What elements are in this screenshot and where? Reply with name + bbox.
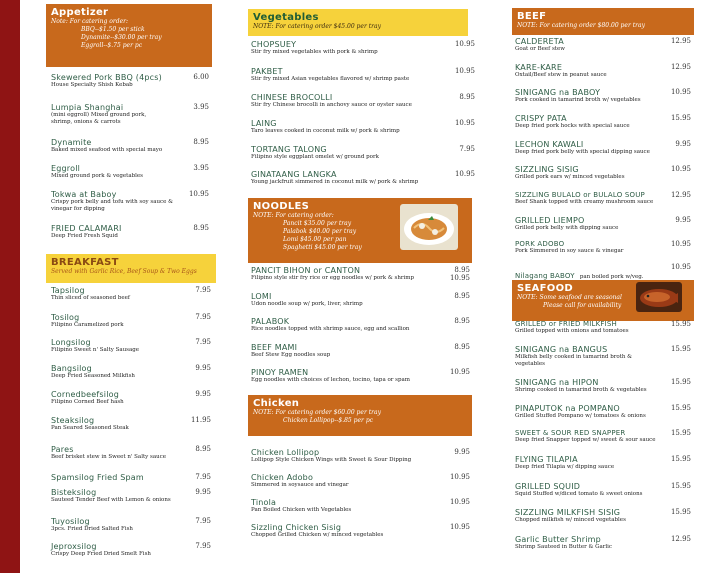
item-price: 9.95 <box>675 140 691 148</box>
menu-item <box>515 320 691 335</box>
item-price: 15.95 <box>670 320 691 328</box>
breakfast-header <box>46 254 216 283</box>
item-price: 7.95 <box>459 145 475 153</box>
item-name: LOMI <box>251 292 272 301</box>
item-price: 15.95 <box>670 345 691 353</box>
item-price: 15.95 <box>670 508 691 516</box>
menu-item <box>515 404 691 420</box>
menu-item <box>251 343 470 359</box>
item-name: Nilagang BABOY <box>515 272 575 280</box>
menu-item <box>51 138 209 154</box>
menu-left-border <box>0 0 20 573</box>
item-name: LAING <box>251 119 277 128</box>
menu-item <box>51 416 211 432</box>
item-name: Pares <box>51 445 74 454</box>
menu-item <box>51 286 211 302</box>
menu-item <box>515 535 691 551</box>
menu-item <box>515 378 691 394</box>
item-desc: Mixed ground pork & vegetables <box>51 173 144 179</box>
item-desc: Beef Shank topped with creamy mushroom sauce <box>515 199 654 205</box>
menu-item <box>51 224 209 240</box>
item-desc: Crispy pork belly and tofu with soy sauce & vinegar for dipping <box>51 199 174 212</box>
item-name: Skewered Pork BBQ (4pcs) <box>51 73 162 82</box>
menu-item <box>515 191 691 206</box>
item-name: CRISPY PATA <box>515 114 567 123</box>
item-price: 7.95 <box>195 473 211 481</box>
menu-item <box>515 88 691 104</box>
item-price: 8.95 <box>195 445 211 453</box>
item-price: 12.95 <box>670 191 691 199</box>
item-price: 10.95 <box>670 240 691 248</box>
item-price: 10.95 <box>449 274 470 282</box>
item-name: Longsilog <box>51 338 91 347</box>
item-price: 9.95 <box>195 488 211 496</box>
item-price: 9.95 <box>454 448 470 456</box>
menu-item <box>51 338 211 354</box>
breakfast-title: BREAKFAST <box>51 257 119 268</box>
item-name: Steaksilog <box>51 416 95 425</box>
item-name: Tinola <box>251 498 277 507</box>
menu-item <box>251 368 470 384</box>
item-name: SIZZLING MILKFISH SISIG <box>515 508 621 517</box>
item-price: 8.95 <box>193 224 209 232</box>
item-price: 7.95 <box>195 286 211 294</box>
item-name: TORTANG TALONG <box>251 145 327 154</box>
item-desc: Filipino Caramelized pork <box>51 322 124 328</box>
item-price: 10.95 <box>449 498 470 506</box>
item-desc: Squid Stuffed w/diced tomato & sweet onions <box>515 491 643 497</box>
vegetables-header <box>248 9 468 36</box>
menu-item <box>251 473 470 489</box>
noodles-note-line: Palabok $40.00 per tray <box>283 228 357 235</box>
item-name: Chicken Lollipop <box>251 448 320 457</box>
item-name: Dynamite <box>51 138 92 147</box>
menu-item <box>51 542 211 558</box>
item-price: 9.95 <box>195 390 211 398</box>
noodles-note-line: Spaghetti $45.00 per tray <box>283 244 362 251</box>
menu-item <box>51 517 211 533</box>
item-name: SINIGANG na HIPON <box>515 378 599 387</box>
item-desc: Oxtail/Beef stew in peanut sauce <box>515 72 607 78</box>
seafood-title: SEAFOOD <box>517 283 574 294</box>
menu-item <box>251 292 470 308</box>
item-name: Eggroll <box>51 164 81 173</box>
item-name: PALABOK <box>251 317 290 326</box>
menu-item <box>251 40 475 56</box>
item-desc: Grilled pork ears w/ minced vegetables <box>515 174 625 180</box>
item-name: PORK ADOBO <box>515 240 565 248</box>
item-price: 15.95 <box>670 114 691 122</box>
item-price: 3.95 <box>193 103 209 111</box>
noodles-title: NOODLES <box>253 201 310 212</box>
item-name: Chicken Adobo <box>251 473 314 482</box>
breakfast-subtitle: Served with Garlic Rice, Beef Soup & Two Eggs <box>51 268 197 275</box>
item-price: 6.00 <box>193 73 209 81</box>
menu-item <box>51 73 209 89</box>
item-desc: House Specialty Shish Kebab <box>51 82 133 88</box>
menu-item <box>251 317 470 333</box>
item-price: 10.95 <box>454 40 475 48</box>
seafood-photo <box>636 282 682 312</box>
item-desc: Beef brisket stew in Sweet n' Salty sauce <box>51 454 167 460</box>
menu-item <box>251 266 470 282</box>
menu-item <box>515 63 691 79</box>
appetizer-note-line: Eggroll--$.75 per pc <box>81 42 143 49</box>
item-desc: Deep fried pork belly with special dipping sauce <box>515 149 650 155</box>
item-price: 15.95 <box>670 455 691 463</box>
item-name: Lumpia Shanghai <box>51 103 124 112</box>
menu-item <box>515 240 691 255</box>
item-desc: Shrimp Sauteed in Butter & Garlic <box>515 544 612 550</box>
item-desc: Filipino Corned Beef hash <box>51 399 124 405</box>
menu-item <box>51 488 211 504</box>
appetizer-title: Appetizer <box>51 7 109 18</box>
item-price: 10.95 <box>454 170 475 178</box>
item-name: FRIED CALAMARI <box>51 224 122 233</box>
item-price: 10.95 <box>670 88 691 96</box>
item-desc: (mini eggroll) Mixed ground pork, shrimp, onions & carrots <box>51 112 147 125</box>
item-name: KARE-KARE <box>515 63 563 72</box>
item-desc: Stir fry mixed Asian vegetables flavored w/ shrimp paste <box>251 76 410 82</box>
item-price: 12.95 <box>670 37 691 45</box>
menu-item <box>515 140 691 156</box>
menu-item <box>515 345 691 368</box>
item-price: 10.95 <box>670 263 691 271</box>
item-desc: Lollipop Style Chicken Wings with Sweet & Sour Dipping <box>251 457 412 463</box>
item-name: Tuyosilog <box>51 517 90 526</box>
item-desc: 3pcs. Fried Dried Salted Fish <box>51 526 133 532</box>
item-price: 15.95 <box>670 378 691 386</box>
item-price: 12.95 <box>670 63 691 71</box>
noodles-photo <box>400 204 458 250</box>
item-desc: Young jackfruit simmered in coconut milk w/ pork & shrimp <box>251 179 419 185</box>
menu-item <box>515 114 691 130</box>
item-price: 7.95 <box>195 517 211 525</box>
menu-item <box>51 190 209 213</box>
item-desc: Taro leaves cooked in coconut milk w/ pork & shrimp <box>251 128 400 134</box>
item-desc: Filipino style eggplant omelet w/ ground pork <box>251 154 379 160</box>
item-price: 7.95 <box>195 338 211 346</box>
item-name: SIZZLING BULALO or BULALO SOUP <box>515 191 645 199</box>
item-desc: Chopped milkfish w/ minced vegetables <box>515 517 626 523</box>
item-name: Bangsilog <box>51 364 92 373</box>
beef-header <box>512 8 694 35</box>
item-name: Jeproxsilog <box>51 542 97 551</box>
noodles-note-head: NOTE: For catering order: <box>253 212 334 219</box>
chicken-note-line: NOTE: For catering order $60.00 per tray <box>253 409 381 416</box>
item-desc: Deep fried pork hocks with special sauce <box>515 123 630 129</box>
menu-item <box>51 445 211 461</box>
item-desc: Grilled topped with onions and tomatoes <box>515 328 629 334</box>
menu-item <box>251 145 475 161</box>
appetizer-note-line: Dynamite--$30.00 per tray <box>81 34 162 41</box>
item-desc: Grilled pork belly with dipping sauce <box>515 225 619 231</box>
vegetables-title: Vegetables <box>253 12 319 23</box>
item-price: 15.95 <box>670 482 691 490</box>
menu-item <box>51 364 211 380</box>
item-desc: Pork Simmered in soy sauce & vinegar <box>515 248 624 254</box>
menu-item <box>251 170 475 186</box>
item-desc: Filipino Sweet n' Salty Sausage <box>51 347 140 353</box>
item-price: 9.95 <box>675 216 691 224</box>
item-desc: Chopped Grilled Chicken w/ minced vegetables <box>251 532 384 538</box>
item-name: Bisteksilog <box>51 488 97 497</box>
item-price: 15.95 <box>670 404 691 412</box>
item-name: CHOPSUEY <box>251 40 297 49</box>
item-desc: Goat or Beef stew <box>515 46 565 52</box>
item-name: FLYING TILAPIA <box>515 455 578 464</box>
menu-item <box>515 455 691 471</box>
item-name: Spamsilog Fried Spam <box>51 473 144 482</box>
menu-item <box>251 93 475 109</box>
item-name: Tosilog <box>51 313 80 322</box>
item-desc: Baked mixed seafood with special mayo <box>51 147 163 153</box>
menu-item <box>51 473 211 482</box>
noodles-note-line: Lomi $45.00 per pan <box>283 236 347 243</box>
item-price: 10.95 <box>449 368 470 376</box>
item-price: 10.95 <box>188 190 209 198</box>
menu-item <box>515 482 691 498</box>
item-name: PANCIT BIHON or CANTON <box>251 266 361 275</box>
menu-item <box>51 313 211 329</box>
item-price: 12.95 <box>670 535 691 543</box>
item-name: BEEF MAMI <box>251 343 298 352</box>
noodles-note-line: Pancit $35.00 per tray <box>283 220 352 227</box>
item-name: LECHON KAWALI <box>515 140 584 149</box>
menu-item <box>515 37 691 53</box>
item-price: 10.95 <box>454 67 475 75</box>
item-desc: Pan Seared Seasoned Steak <box>51 425 129 431</box>
item-name: Garlic Butter Shrimp <box>515 535 601 544</box>
item-desc: Shrimp cooked in tamarind broth & vegetables <box>515 387 647 393</box>
menu-item <box>515 429 691 444</box>
menu-item <box>251 498 470 514</box>
menu-item <box>251 448 470 464</box>
item-desc: Egg noodles with choices of lechon, tocino, tapa or spam <box>251 377 410 383</box>
item-name: PINAPUTOK na POMPANO <box>515 404 620 413</box>
item-desc: Crispy Deep Fried Dried Smelt Fish <box>51 551 151 557</box>
item-desc: Deep fried Tilapia w/ dipping sauce <box>515 464 615 470</box>
beef-title: BEEF <box>517 11 547 22</box>
item-name: GRILLED or FRIED MILKFISH <box>515 320 617 328</box>
item-name: CHINESE BROCOLLI <box>251 93 333 102</box>
menu-item <box>51 164 209 180</box>
item-name: GRILLED LIEMPO <box>515 216 585 225</box>
item-desc: Filipino style stir fry rice or egg noodles w/ pork & shrimp <box>251 275 415 281</box>
item-desc: pan boiled pork w/veg. <box>579 274 644 280</box>
item-desc: Deep fried Snapper topped w/ sweet & sour sauce <box>515 437 656 443</box>
item-name: GRILLED SQUID <box>515 482 581 491</box>
appetizer-note-line: BBQ--$1.50 per stick <box>81 26 145 33</box>
item-desc: Pan Boiled Chicken with Vegetables <box>251 507 352 513</box>
item-desc: Grilled Stuffed Pompano w/ tomatoes & onions <box>515 413 646 419</box>
menu-item <box>251 523 470 539</box>
appetizer-note-head: Note: For catering order: <box>51 18 129 25</box>
item-price: 8.95 <box>193 138 209 146</box>
item-desc: Simmered in soysauce and vinegar <box>251 482 349 488</box>
item-price: 8.95 <box>454 317 470 325</box>
item-desc: Stir fry Chinese brocolli in anchovy sauce or oyster sauce <box>251 102 412 108</box>
item-name: Cornedbeefsilog <box>51 390 120 399</box>
menu-item <box>251 119 475 135</box>
item-name: Tokwa at Baboy <box>51 190 117 199</box>
chicken-title: Chicken <box>253 398 300 409</box>
item-desc: Beef Stew Egg noodles soup <box>251 352 331 358</box>
item-desc: Sauteed Tender Beef with Lemon & onions <box>51 497 171 503</box>
item-price: 8.95 <box>459 93 475 101</box>
item-price: 10.95 <box>454 119 475 127</box>
seafood-note-line: Please call for availability <box>543 302 622 309</box>
chicken-note-line: Chicken Lollipop--$.85 per pc <box>283 417 374 424</box>
menu-item <box>51 390 211 406</box>
item-desc: Milkfish belly cooked in tamarind broth & vegetables <box>515 354 633 367</box>
item-name: SINIGANG na BANGUS <box>515 345 608 354</box>
menu-item <box>51 103 209 126</box>
item-price: 11.95 <box>190 416 211 424</box>
beef-note: NOTE: For catering order $80.00 per tray <box>517 22 645 29</box>
chicken-header <box>248 395 472 436</box>
item-name: SINIGANG na BABOY <box>515 88 601 97</box>
menu-item <box>515 508 691 524</box>
item-name: SIZZLING SISIG <box>515 165 579 174</box>
item-desc: Rice noodles topped with shrimp sauce, egg and scallion <box>251 326 410 332</box>
item-price: 8.95 <box>454 343 470 351</box>
item-desc: Deep Fried Fresh Squid <box>51 233 118 239</box>
item-name: Sizzling Chicken Sisig <box>251 523 342 532</box>
appetizer-header <box>46 4 212 67</box>
item-desc: Stir fry mixed vegetables with pork & shrimp <box>251 49 378 55</box>
item-name: GINATAANG LANGKA <box>251 170 337 179</box>
item-name: PINOY RAMEN <box>251 368 309 377</box>
item-price: 7.95 <box>195 542 211 550</box>
seafood-note-line: NOTE: Some seafood are seasonal <box>517 294 622 301</box>
menu-item <box>515 216 691 232</box>
item-price: 9.95 <box>195 364 211 372</box>
item-desc: Udon noodle soup w/ pork, liver, shrimp <box>251 301 363 307</box>
item-price: 8.95 <box>454 292 470 300</box>
item-desc: Pork cooked in tamarind broth w/ vegetables <box>515 97 641 103</box>
item-name: CALDERETA <box>515 37 564 46</box>
menu-item <box>251 67 475 83</box>
item-desc: Thin sliced of seasoned beef <box>51 295 130 301</box>
item-price: 7.95 <box>195 313 211 321</box>
item-price: 3.95 <box>193 164 209 172</box>
menu-item <box>515 165 691 181</box>
item-price: 10.95 <box>670 165 691 173</box>
item-name: PAKBET <box>251 67 283 76</box>
item-price: 10.95 <box>449 473 470 481</box>
item-price: 15.95 <box>670 429 691 437</box>
vegetables-note: NOTE: For catering order $45.00 per tray <box>253 23 381 30</box>
item-desc: Deep Fried Seasoned Milkfish <box>51 373 135 379</box>
item-price: 10.95 <box>449 523 470 531</box>
item-name: SWEET & SOUR RED SNAPPER <box>515 429 626 437</box>
item-name: Tapsilog <box>51 286 85 295</box>
item-price: 8.95 <box>454 266 470 274</box>
